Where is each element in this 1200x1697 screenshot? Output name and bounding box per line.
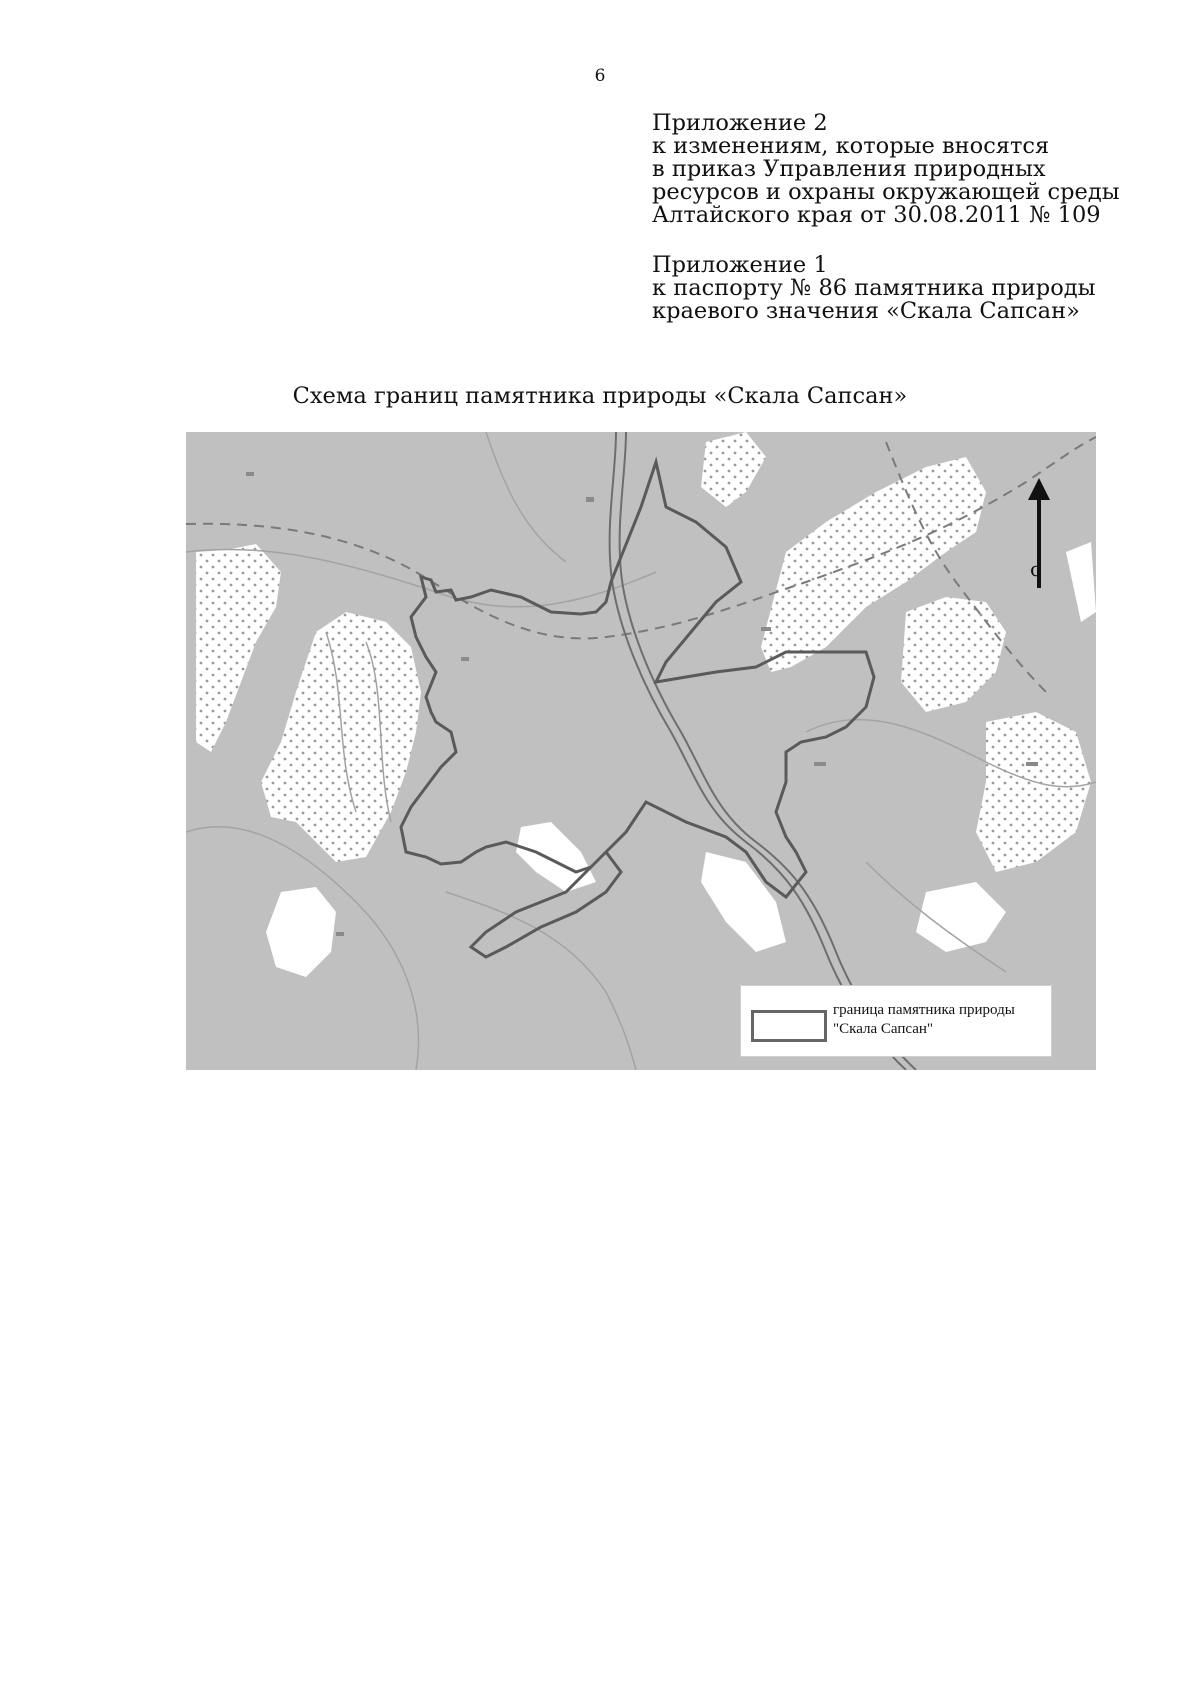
- map-mark: [246, 472, 254, 476]
- map-canvas: [186, 432, 1096, 1070]
- scheme-title: Схема границ памятника природы «Скала Сапсан»: [292, 383, 908, 409]
- legend-boundary-swatch: [751, 1010, 827, 1042]
- map-mark: [814, 762, 826, 766]
- annex-1-line: к паспорту № 86 памятника природы: [652, 275, 1096, 301]
- page-number: 6: [594, 66, 606, 86]
- annex-1-line: Приложение 1: [652, 252, 828, 278]
- annex-1-header: [652, 254, 1152, 323]
- map-mark: [461, 657, 469, 661]
- map-legend: [740, 985, 1052, 1057]
- map-mark: [1026, 762, 1038, 766]
- legend-text: [833, 1001, 1015, 1039]
- annex-1-line: краевого значения «Скала Сапсан»: [652, 298, 1080, 324]
- annex-2-header: [652, 112, 1152, 227]
- annex-2-line: ресурсов и охраны окружающей среды: [652, 179, 1120, 205]
- boundary-map: [186, 432, 1096, 1070]
- map-mark: [586, 497, 594, 502]
- annex-2-line: Алтайского края от 30.08.2011 № 109: [652, 202, 1101, 228]
- legend-line: граница памятника природы: [833, 1002, 1015, 1018]
- annex-2-line: Приложение 2: [652, 110, 828, 136]
- map-mark: [761, 627, 771, 631]
- north-label: с: [1030, 557, 1042, 581]
- annex-2-line: в приказ Управления природных: [652, 156, 1046, 182]
- map-mark: [336, 932, 344, 936]
- annex-2-line: к изменениям, которые вносятся: [652, 133, 1050, 159]
- legend-line: "Скала Сапсан": [833, 1021, 934, 1037]
